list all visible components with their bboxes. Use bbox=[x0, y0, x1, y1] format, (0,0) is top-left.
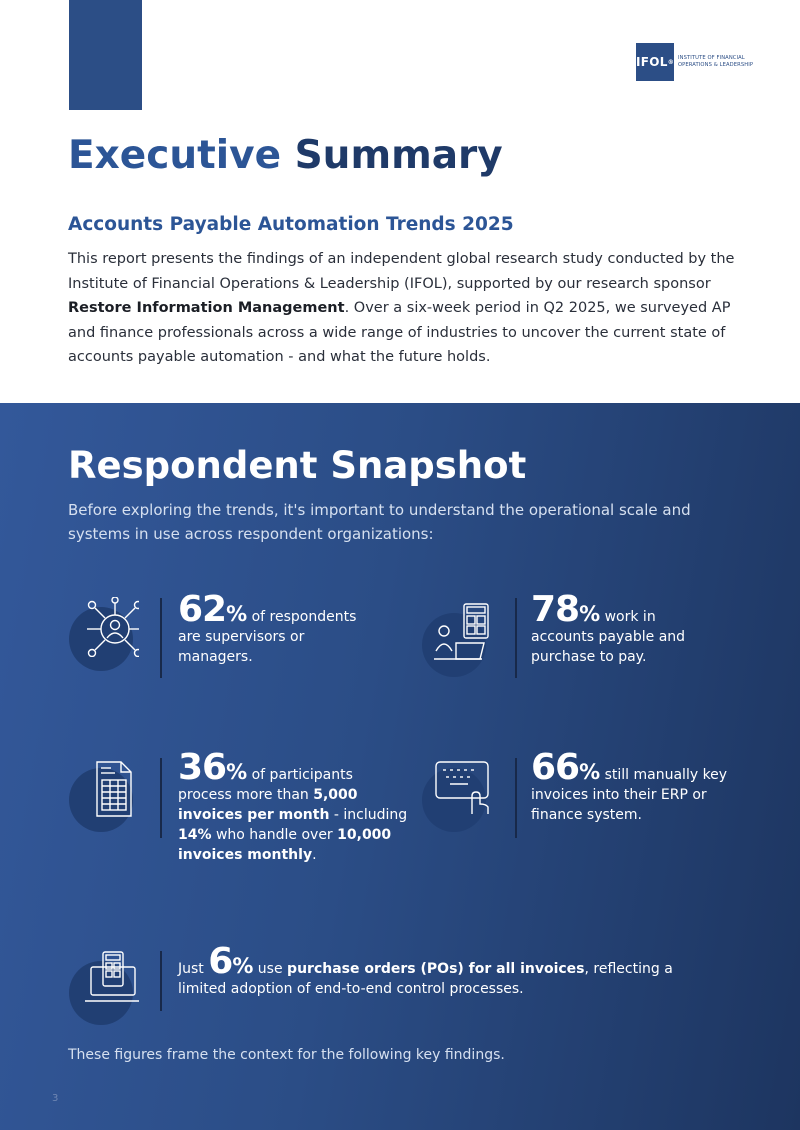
stat-purchase-orders: Just 6% use purchase orders (POs) for all invoices, reflecting a limited adoption of end-to-end control processes. bbox=[178, 941, 673, 997]
stat-divider bbox=[515, 758, 517, 838]
stat-accounts-payable: 78% work in accounts payable and purchase to pay. bbox=[531, 589, 686, 665]
stat-divider bbox=[160, 598, 162, 678]
closing-note: These figures frame the context for the following key findings. bbox=[68, 1047, 505, 1063]
network-person-icon bbox=[69, 597, 139, 667]
calculator-monitor-icon bbox=[69, 951, 139, 1021]
logo-text: INSTITUTE OF FINANCIAL OPERATIONS & LEADERSHIP bbox=[678, 55, 754, 68]
snapshot-intro: Before exploring the trends, it's important to understand the operational scale and systems in use across respondent organizations: bbox=[68, 501, 691, 543]
calculator-laptop-icon bbox=[422, 603, 492, 673]
stat-divider bbox=[160, 758, 162, 838]
respondent-snapshot-section bbox=[0, 403, 800, 1130]
stat-invoice-volume: 36% of participants process more than 5,000 invoices per month - including 14% who handle over 10,000 invoices monthly. bbox=[178, 747, 408, 863]
stat-manual-keying: 66% still manually key invoices into their ERP or finance system. bbox=[531, 747, 728, 823]
ifol-logo bbox=[636, 43, 762, 81]
snapshot-title: Respondent Snapshot bbox=[68, 444, 527, 487]
page-title: Executive Summary bbox=[68, 133, 503, 178]
stat-supervisors: 62% of respondents are supervisors or managers. bbox=[178, 589, 357, 665]
spreadsheet-document-icon bbox=[69, 758, 139, 828]
logo-mark: IFOL ® bbox=[636, 43, 674, 81]
keyboard-typing-icon bbox=[422, 758, 492, 828]
report-subtitle: Accounts Payable Automation Trends 2025 bbox=[68, 214, 514, 235]
page-number: 3 bbox=[52, 1093, 59, 1104]
stat-divider bbox=[515, 598, 517, 678]
header-accent-bar bbox=[69, 0, 142, 110]
intro-paragraph: This report presents the findings of an independent global research study conducted by the Institute of Financial Operations & Leadership (IFOL), supported by our research sponsor Restore Information Management. Over a six-week period in Q2 2025, we surveyed AP and finance professionals across a wide range of industries to uncover the current state of accounts payable automation - and what the future holds. bbox=[68, 251, 735, 365]
stat-divider bbox=[160, 951, 162, 1011]
sponsor-name: Restore Information Management bbox=[68, 300, 345, 316]
